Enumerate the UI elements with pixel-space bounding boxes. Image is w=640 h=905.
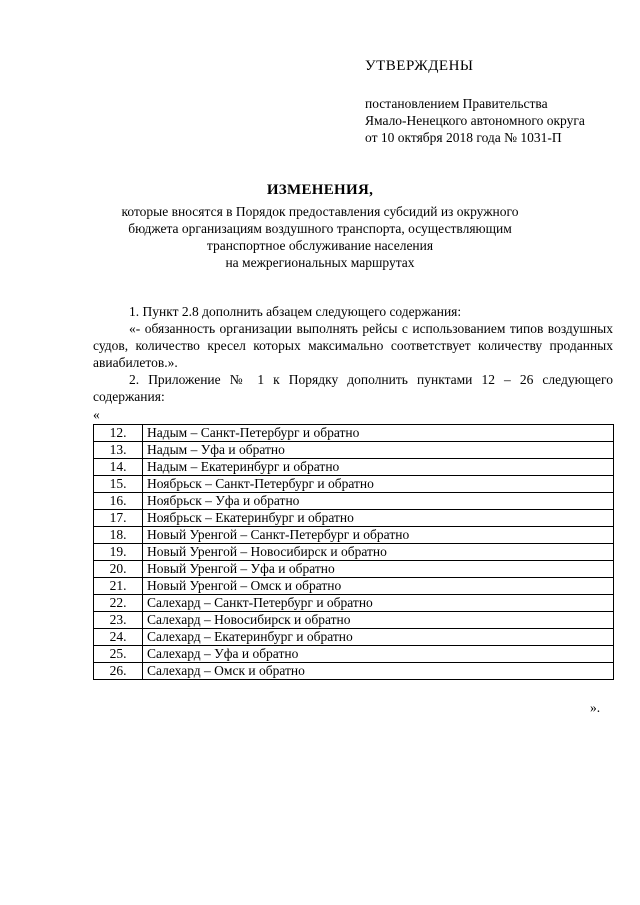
heading-line: транспортное обслуживание населения (206, 238, 434, 253)
route-number: 20. (94, 561, 143, 578)
route-number: 23. (94, 612, 143, 629)
heading-line: на межрегиональных маршрутах (225, 255, 415, 270)
route-number: 15. (94, 476, 143, 493)
document-title: ИЗМЕНЕНИЯ, (266, 182, 374, 198)
table-row (94, 442, 614, 459)
route-name: Новый Уренгой – Омск и обратно (143, 578, 614, 595)
document-body (93, 303, 613, 405)
item-1-quote: «- обязанность организации выполнять рейсы с использованием типов воздушных судов, количество кресел которых максимально соответствует количеству проданных авиабилетов.». (93, 321, 613, 370)
routes-table (93, 424, 614, 680)
route-number: 25. (94, 646, 143, 663)
approval-line: постановлением Правительства (365, 96, 548, 111)
heading-line: которые вносятся в Порядок предоставления субсидий из окружного (121, 204, 519, 219)
table-row (94, 629, 614, 646)
route-name: Салехард – Уфа и обратно (143, 646, 614, 663)
close-quote: ». (590, 700, 601, 715)
route-name: Салехард – Омск и обратно (143, 663, 614, 680)
table-row (94, 425, 614, 442)
route-number: 12. (94, 425, 143, 442)
route-number: 26. (94, 663, 143, 680)
item-2: 2. Приложение № 1 к Порядку дополнить пунктами 12 – 26 следующего содержания: (93, 372, 613, 404)
route-number: 14. (94, 459, 143, 476)
route-name: Ноябрьск – Екатеринбург и обратно (143, 510, 614, 527)
route-name: Надым – Уфа и обратно (143, 442, 614, 459)
route-name: Ноябрьск – Санкт-Петербург и обратно (143, 476, 614, 493)
table-row (94, 561, 614, 578)
route-name: Надым – Екатеринбург и обратно (143, 459, 614, 476)
open-quote: « (93, 407, 100, 422)
route-number: 19. (94, 544, 143, 561)
route-name: Ноябрьск – Уфа и обратно (143, 493, 614, 510)
route-number: 24. (94, 629, 143, 646)
heading-line: бюджета организациям воздушного транспорта, осуществляющим (128, 221, 512, 236)
route-name: Салехард – Екатеринбург и обратно (143, 629, 614, 646)
route-name: Надым – Санкт-Петербург и обратно (143, 425, 614, 442)
table-row (94, 493, 614, 510)
route-number: 17. (94, 510, 143, 527)
table-row (94, 663, 614, 680)
table-row (94, 476, 614, 493)
route-name: Новый Уренгой – Новосибирск и обратно (143, 544, 614, 561)
item-1: 1. Пункт 2.8 дополнить абзацем следующего содержания: (129, 304, 462, 319)
route-name: Салехард – Санкт-Петербург и обратно (143, 595, 614, 612)
table-row (94, 578, 614, 595)
table-row (94, 595, 614, 612)
table-row (94, 459, 614, 476)
approval-block (365, 58, 625, 146)
route-number: 18. (94, 527, 143, 544)
document-heading (90, 182, 550, 271)
route-name: Новый Уренгой – Уфа и обратно (143, 561, 614, 578)
approval-line: от 10 октября 2018 года № 1031-П (365, 130, 562, 145)
table-row (94, 544, 614, 561)
approved-stamp: УТВЕРЖДЕНЫ (365, 58, 474, 74)
table-row (94, 612, 614, 629)
table-row (94, 527, 614, 544)
table-row (94, 646, 614, 663)
route-number: 13. (94, 442, 143, 459)
routes-table-body (94, 425, 614, 680)
route-name: Салехард – Новосибирск и обратно (143, 612, 614, 629)
route-number: 22. (94, 595, 143, 612)
route-number: 21. (94, 578, 143, 595)
approval-line: Ямало-Ненецкого автономного округа (365, 113, 585, 128)
route-name: Новый Уренгой – Санкт-Петербург и обратно (143, 527, 614, 544)
table-row (94, 510, 614, 527)
route-number: 16. (94, 493, 143, 510)
